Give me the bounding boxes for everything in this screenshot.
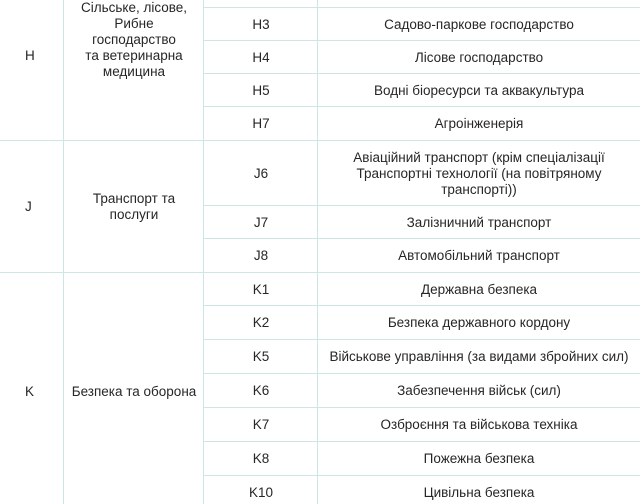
specialty-code: J6 [253, 165, 269, 181]
specialty-name: Державна безпека [420, 281, 538, 297]
specialty-code: K1 [252, 281, 270, 297]
specialty-name: Водні біоресурси та аквакультура [373, 82, 584, 98]
specialty-name: Забезпечення військ (сил) [397, 383, 561, 398]
specialty-code: K8 [252, 451, 270, 466]
specialty-code: K10 [248, 485, 274, 500]
group-name: Сільське, лісове, Рибне господарство та ветеринарна медицина [80, 0, 188, 79]
specialty-code: H4 [252, 49, 270, 65]
specialty-code: H5 [252, 82, 270, 98]
group-name: Безпека та оборона [71, 383, 197, 399]
specialty-code: J8 [253, 248, 269, 263]
specialty-name: Садово-паркове господарство [384, 16, 574, 32]
specialty-name: Цивільна безпека [423, 485, 535, 500]
specialty-name: Озброєння та військова техніка [380, 417, 578, 432]
specialty-name: Безпека державного кордону [387, 315, 571, 330]
specialty-name: Лісове господарство [414, 49, 544, 65]
specialty-name: Військове управління (за видами збройних сил) [329, 349, 629, 364]
specialty-code: K6 [252, 383, 270, 398]
specialty-name: Залізничний транспорт [406, 214, 552, 230]
specialty-code: J7 [253, 214, 269, 230]
specialty-code: K2 [252, 315, 270, 330]
row-divider [204, 7, 640, 8]
specialty-name: Автомобільний транспорт [398, 248, 560, 263]
specialty-code: H3 [252, 16, 270, 32]
specialty-code: K5 [252, 349, 270, 364]
group-letter: H [25, 47, 35, 63]
group-letter: K [25, 383, 35, 399]
specialty-code: H7 [252, 116, 270, 131]
group-name: Транспорт та послуги [92, 191, 176, 222]
specialty-code: K7 [252, 417, 270, 432]
specialty-name: Пожежна безпека [423, 451, 535, 466]
specialty-name: Агроінженерія [434, 116, 524, 131]
group-letter: J [25, 199, 32, 214]
specialty-name: Авіаційний транспорт (крім спеціалізації Транспортні технології (на повітряному транспорті)) [353, 149, 605, 197]
